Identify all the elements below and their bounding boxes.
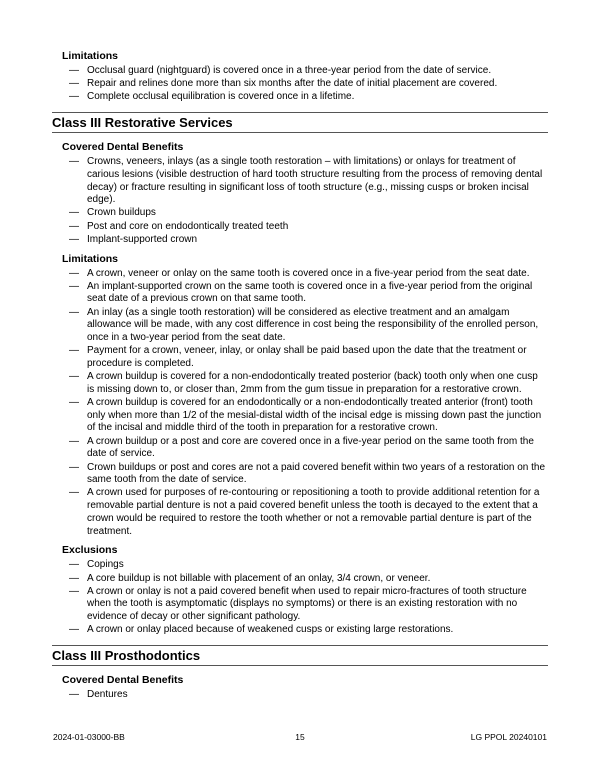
dash-bullet: — [69,91,79,103]
list-item-text: A crown, veneer or onlay on the same tooth is covered once in a five-year period from the seat date. [87,267,530,279]
dash-bullet: — [69,306,79,318]
restorative-exclusions-block [0,544,600,637]
covered-benefits-list [0,689,600,702]
list-item [69,267,547,281]
list-item-text: An inlay (as a single tooth restoration) will be considered as elective treatment and an amalgam allowance will be made, with any cost difference in cost being the responsibility of the enrolled person, once in a two-year period from the seat date. [87,306,539,344]
list-item-text: Crown buildups [87,207,156,219]
list-item [69,585,547,624]
list-item-text: Occlusal guard (nightguard) is covered once in a three-year period from the date of service. [87,65,492,76]
list-item [69,624,547,637]
dash-bullet: — [69,207,79,219]
dash-bullet: — [69,371,79,383]
exclusions-list [0,559,600,637]
exclusions-heading: Exclusions [62,544,118,557]
limitations-heading: Limitations [62,252,119,265]
footer-code: LG PPOL 20240101 [470,732,547,742]
list-item-text: Crown buildups or post and cores are not a paid covered benefit within two years of a restoration on the same tooth from the date of service. [87,461,546,486]
dash-bullet: — [69,78,79,90]
list-item-text: Complete occlusal equilibration is covered once in a lifetime. [87,91,355,103]
list-item [69,78,547,91]
list-item [69,559,547,572]
dash-bullet: — [69,572,79,584]
dash-bullet: — [69,65,79,76]
dash-bullet: — [69,345,79,357]
list-item-text: Repair and relines done more than six months after the date of initial placement are covered. [87,78,498,90]
list-item-text: Payment for a crown, veneer, inlay, or onlay shall be paid based upon the date that the treatment or procedure is completed. [87,345,527,369]
footer-page-number: 15 [295,732,305,742]
restorative-limitations-block [0,253,600,539]
list-item [69,91,547,104]
dash-bullet: — [69,280,79,292]
dash-bullet: — [69,559,79,571]
list-item [69,435,547,461]
list-item-text: Post and core on endodontically treated teeth [87,220,289,232]
covered-benefits-heading: Covered Dental Benefits [62,141,184,154]
list-item-text: A crown buildup is covered for an endodontically or a non-endodontically treated anterior (front) tooth only when more than 1/2 of the mesial-distal width of the incisal edge is missing down past the junction of the incisal and middle third of the tooth in preparation for a restorative crown. [87,397,542,434]
list-item [69,689,547,702]
limitations-top-block [0,50,600,104]
list-item-text: Dentures [87,689,128,701]
list-item [69,397,547,435]
section-title: Class III Restorative Services [52,115,233,131]
list-item [69,371,547,396]
section-header-prosthodontics [52,645,548,666]
list-item [69,280,547,306]
dash-bullet: — [69,267,79,279]
list-item [69,461,547,487]
dash-bullet: — [69,435,79,447]
section-header-restorative [52,112,548,133]
footer-doc-id: 2024-01-03000-BB [53,732,125,742]
dash-bullet: — [69,156,79,168]
list-item [69,233,547,247]
list-item [69,572,547,586]
limitations-heading: Limitations [62,50,119,62]
limitations-list [0,65,600,104]
list-item-text: A core buildup is not billable with placement of an onlay, 3/4 crown, or veneer. [87,572,431,584]
section-title: Class III Prosthodontics [52,648,201,664]
restorative-benefits-block [0,141,600,246]
list-item [69,65,547,78]
dash-bullet: — [69,461,79,473]
list-item [69,207,547,220]
dash-bullet: — [69,233,79,245]
covered-benefits-heading: Covered Dental Benefits [62,674,184,687]
limitations-list [0,268,600,539]
dash-bullet: — [69,585,79,597]
dash-bullet: — [69,689,79,701]
list-item-text: An implant-supported crown on the same tooth is covered once in a five-year period from the original seat date of a previous crown on that same tooth. [87,280,533,305]
list-item-text: A crown used for purposes of re-contouring or repositioning a tooth to provide additional retention for a removable partial denture is not a paid covered benefit unless the tooth is decayed to the extent that a crown would be required to restore the tooth whether or not a removable partial denture is part of the treatment. [87,487,540,537]
dash-bullet: — [69,624,79,636]
list-item [69,345,547,370]
dash-bullet: — [69,397,79,409]
list-item-text: A crown or onlay is not a paid covered benefit when used to repair micro-fractures of tooth structure when the tooth is asymptomatic (displays no symptoms) or there is an existing restoration with no evidence of decay or other significant pathology. [87,585,527,623]
list-item-text: Copings [87,559,124,571]
list-item [69,156,547,207]
covered-benefits-list [0,156,600,246]
list-item-text: A crown or onlay placed because of weakened cusps or existing large restorations. [87,624,454,636]
list-item [69,487,547,538]
list-item-text: A crown buildup is covered for a non-endodontically treated posterior (back) tooth only when one cusp is missing down to, or closer than, 2mm from the gum tissue in preparation for a restorative crown. [87,371,538,395]
prosthodontics-benefits-block [0,674,600,702]
dash-bullet: — [69,220,79,232]
list-item [69,306,547,345]
list-item-text: Implant-supported crown [87,233,198,245]
list-item-text: Crowns, veneers, inlays (as a single tooth restoration – with limitations) or onlays for treatment of carious lesions (visible destruction of hard tooth structure resulting from the process of removing dental decay) or fracture resulting in significant loss of tooth structure (e.g., missing cusps or broken incisal edge). [87,156,543,206]
list-item-text: A crown buildup or a post and core are covered once in a five-year period on the same tooth from the date of service. [87,435,534,460]
page-content [0,50,600,708]
list-item [69,220,547,234]
dash-bullet: — [69,487,79,499]
